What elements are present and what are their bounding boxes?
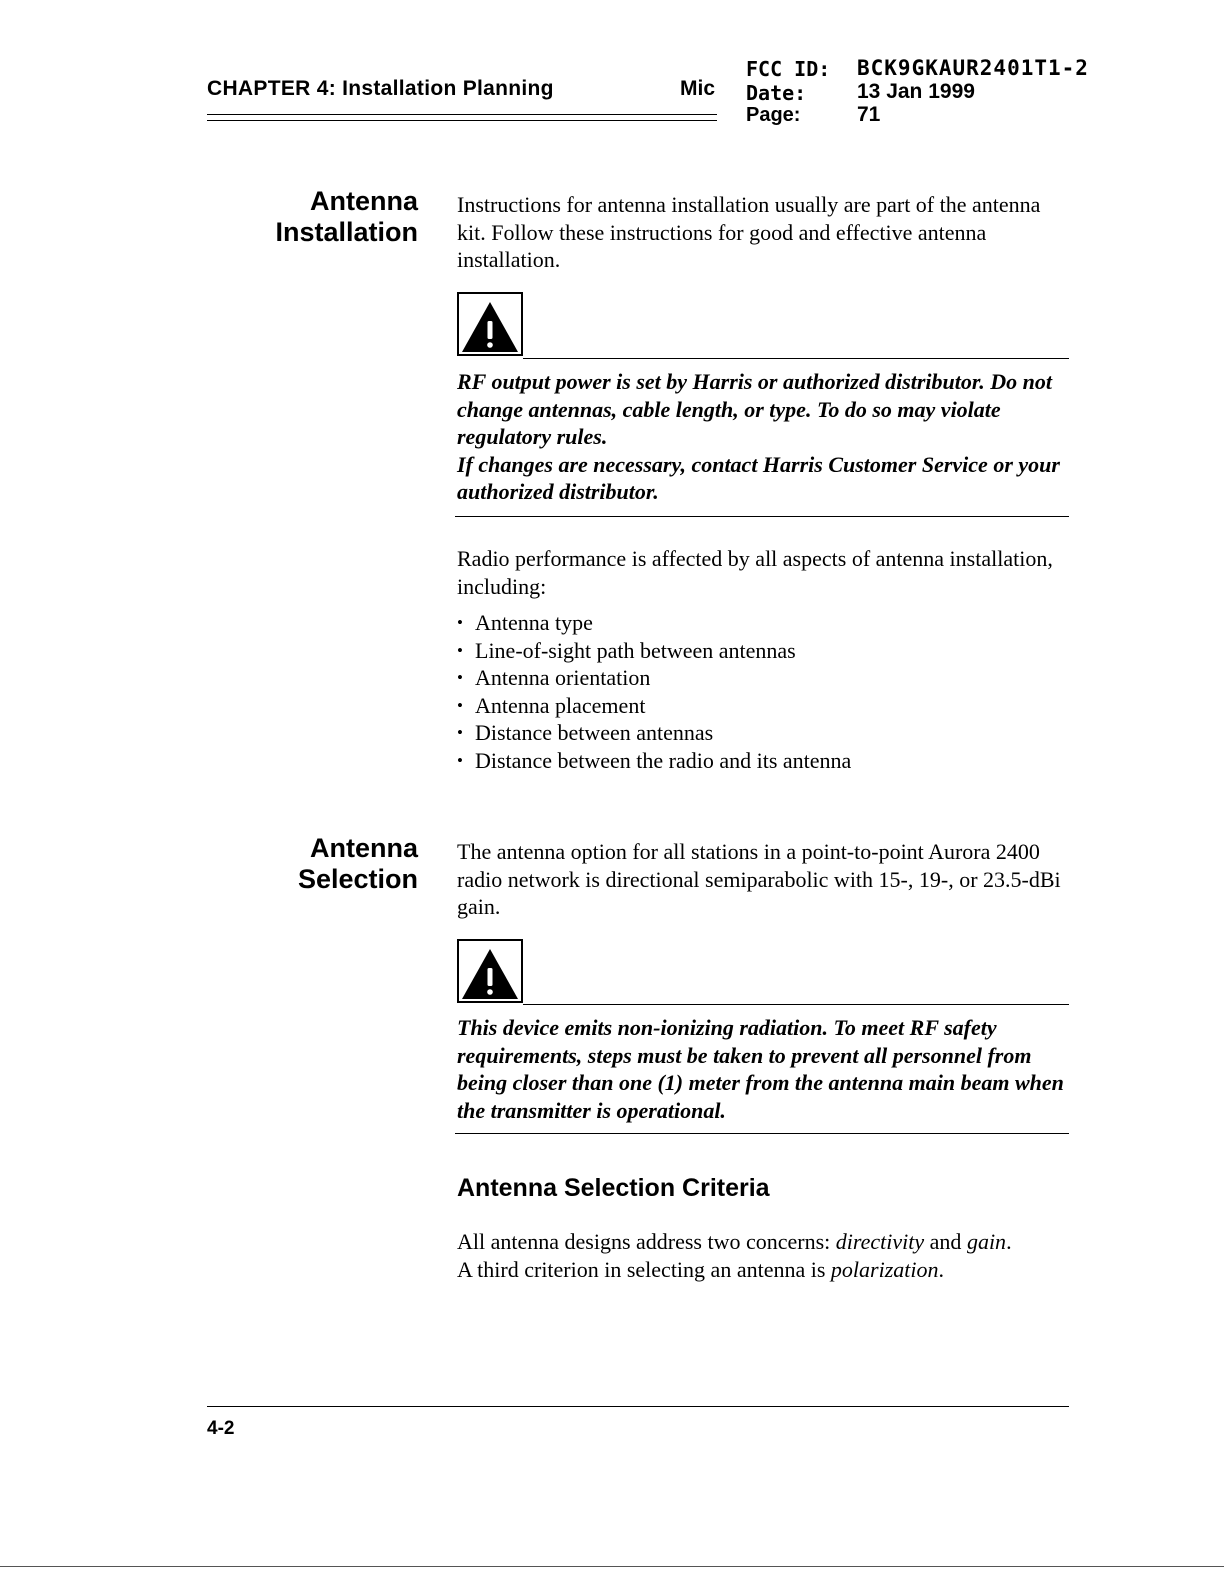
page-label: Page:: [746, 104, 801, 126]
date-value: 13 Jan 1999: [857, 80, 975, 103]
mic-label: Mic: [680, 77, 716, 100]
header-rule-top: [207, 114, 717, 115]
performance-intro: Radio performance is affected by all aspects of antenna installation, including:: [457, 546, 1053, 599]
page-value: 71: [857, 103, 881, 126]
warning-text-rf-power: [457, 368, 1072, 506]
list-item: • Antenna orientation: [457, 664, 1072, 692]
heading-line: Installation: [275, 217, 418, 247]
fcc-id-value: BCK9GKAUR2401T1-2: [857, 56, 1089, 80]
term-polarization: polarization: [830, 1256, 939, 1282]
list-item: • Antenna type: [457, 609, 1072, 637]
warning-rule-bottom: [455, 516, 1069, 517]
footer-rule: [207, 1406, 1069, 1407]
criteria-paragraph: [457, 1228, 1072, 1283]
text-run: All antenna designs address two concerns:: [457, 1229, 836, 1254]
warning-triangle-icon: [459, 941, 521, 1001]
chapter-title: CHAPTER 4: Installation Planning: [207, 77, 554, 100]
heading-line: Antenna: [310, 186, 418, 216]
page-number: 4-2: [207, 1418, 235, 1439]
warning-rule-bottom: [455, 1133, 1069, 1134]
selection-intro: The antenna option for all stations in a point-to-point Aurora 2400 radio network is directional semiparabolic with 15-, 19-, or 23.5-dBi gain.: [457, 839, 1061, 919]
warning-paragraph: If changes are necessary, contact Harris Customer Service or your authorized distributor.: [457, 451, 1060, 504]
warning-rule-top: [523, 358, 1069, 359]
date-label: Date:: [746, 81, 807, 105]
section-heading-installation: [275, 186, 418, 248]
warning-text-radiation: This device emits non-ionizing radiation. To meet RF safety requirements, steps must be taken to prevent all personnel from being closer than one (1) meter from the antenna main beam when the transmitter is operational.: [457, 1015, 1064, 1123]
scan-edge-line: [0, 1566, 1224, 1567]
section-heading-selection: [298, 833, 418, 895]
criteria-line: [457, 1228, 1072, 1256]
text-run: .: [938, 1256, 944, 1282]
warning-icon: [457, 939, 523, 1003]
heading-line: Selection: [297, 864, 418, 894]
text-run: and: [924, 1229, 967, 1254]
warning-icon: [457, 292, 523, 356]
list-item: • Distance between antennas: [457, 719, 1072, 747]
list-item: • Line-of-sight path between antennas: [457, 637, 1072, 665]
installation-intro: Instructions for antenna installation usually are part of the antenna kit. Follow these instructions for good and effective antenna installation.: [457, 192, 1041, 272]
factor-list: [457, 609, 1072, 774]
fcc-id-label: FCC ID:: [746, 57, 831, 81]
term-directivity: directivity: [835, 1229, 925, 1254]
heading-line: Antenna: [310, 833, 418, 863]
list-item: • Antenna placement: [457, 692, 1072, 720]
warning-rule-top: [523, 1004, 1069, 1005]
term-gain: gain: [966, 1229, 1007, 1254]
list-item: • Distance between the radio and its antenna: [457, 747, 1072, 775]
text-run: A third criterion in selecting an antenna is: [457, 1256, 831, 1282]
warning-triangle-icon: [459, 294, 521, 354]
header-rule-bottom: [207, 120, 717, 121]
subsection-title: Antenna Selection Criteria: [457, 1174, 770, 1202]
text-run: .: [1006, 1229, 1012, 1254]
criteria-line: [457, 1256, 1072, 1284]
warning-paragraph: RF output power is set by Harris or authorized distributor. Do not change antennas, cable length, or type. To do so may violate regulatory rules.: [457, 369, 1052, 449]
